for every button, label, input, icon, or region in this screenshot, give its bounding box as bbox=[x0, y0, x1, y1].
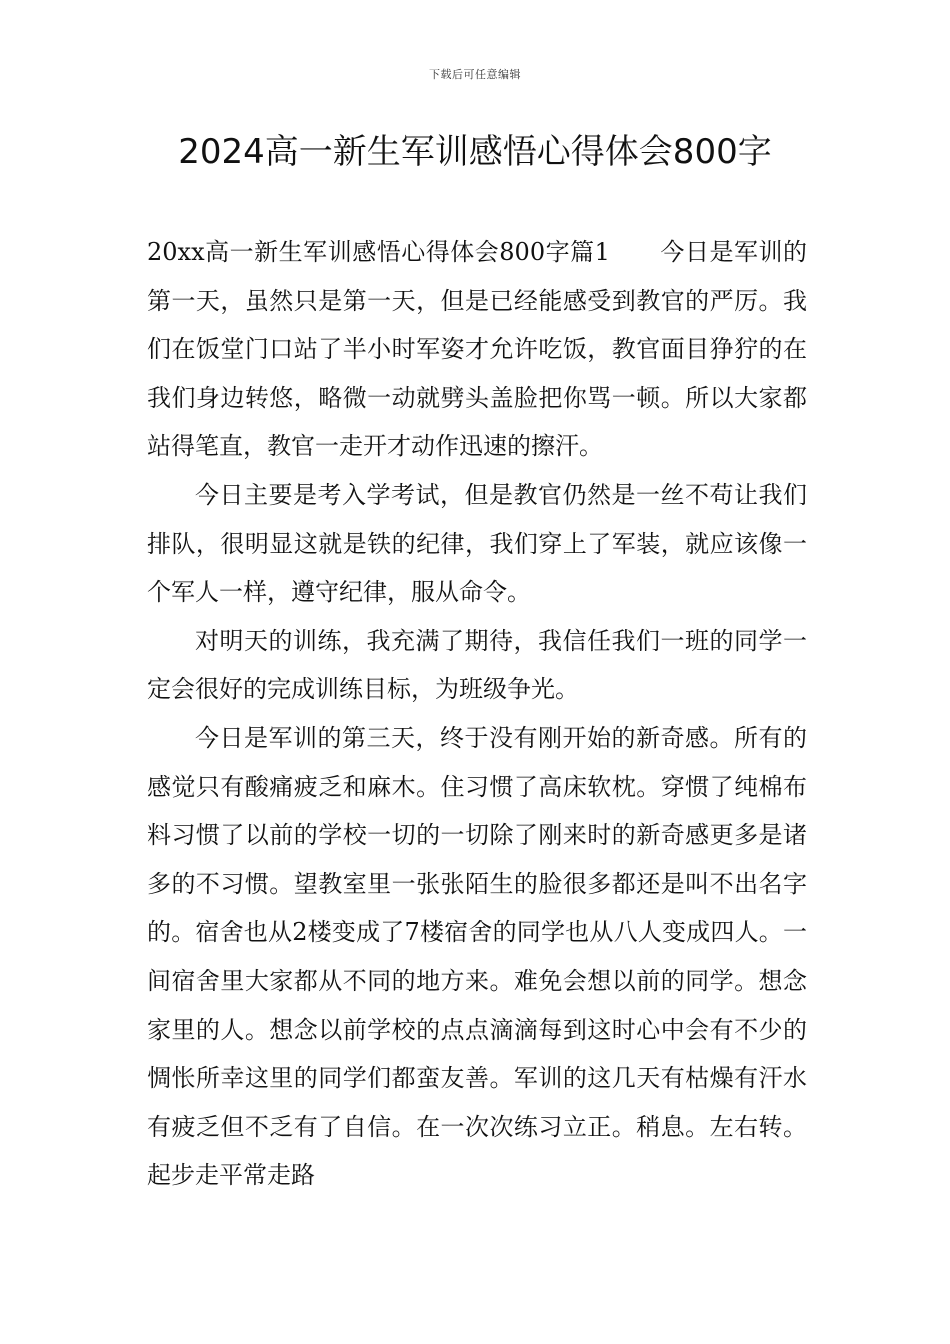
document-body bbox=[147, 228, 807, 1200]
document-title: 2024高一新生军训感悟心得体会800字 bbox=[178, 132, 772, 172]
paragraph-1-text: 今日是军训的第一天，虽然只是第一天，但是已经能感受到教官的严厉。我们在饭堂门口站了半小时军姿才允许吃饭，教官面目狰狞的在我们身边转悠，略微一动就劈头盖脸把你骂一顿。所以大家都站得笔直，教官一走开才动作迅速的擦汗。 bbox=[147, 238, 808, 461]
paragraph-3: 对明天的训练，我充满了期待，我信任我们一班的同学一定会很好的完成训练目标，为班级争光。 bbox=[147, 626, 807, 704]
paragraph-4: 今日是军训的第三天，终于没有刚开始的新奇感。所有的感觉只有酸痛疲乏和麻木。住习惯了高床软枕。穿惯了纯棉布料习惯了以前的学校一切的一切除了刚来时的新奇感更多是诸多的不习惯。望教室里一张张陌生的脸很多都还是叫不出名字的。宿舍也从2楼变成了7楼宿舍的同学也从八人变成四人。一间宿舍里大家都从不同的地方来。难免会想以前的同学。想念家里的人。想念以前学校的点点滴滴每到这时心中会有不少的惆怅所幸这里的同学们都蛮友善。军训的这几天有枯燥有汗水有疲乏但不乏有了自信。在一次次练习立正。稍息。左右转。起步走平常走路 bbox=[147, 723, 807, 1190]
header-note: 下载后可任意编辑 bbox=[429, 68, 521, 81]
paragraph-1 bbox=[147, 228, 807, 471]
section-heading: 20xx高一新生军训感悟心得体会800字篇1 bbox=[147, 238, 610, 266]
paragraph-2: 今日主要是考入学考试，但是教官仍然是一丝不苟让我们排队，很明显这就是铁的纪律，我们穿上了军装，就应该像一个军人一样，遵守纪律，服从命令。 bbox=[147, 480, 807, 607]
